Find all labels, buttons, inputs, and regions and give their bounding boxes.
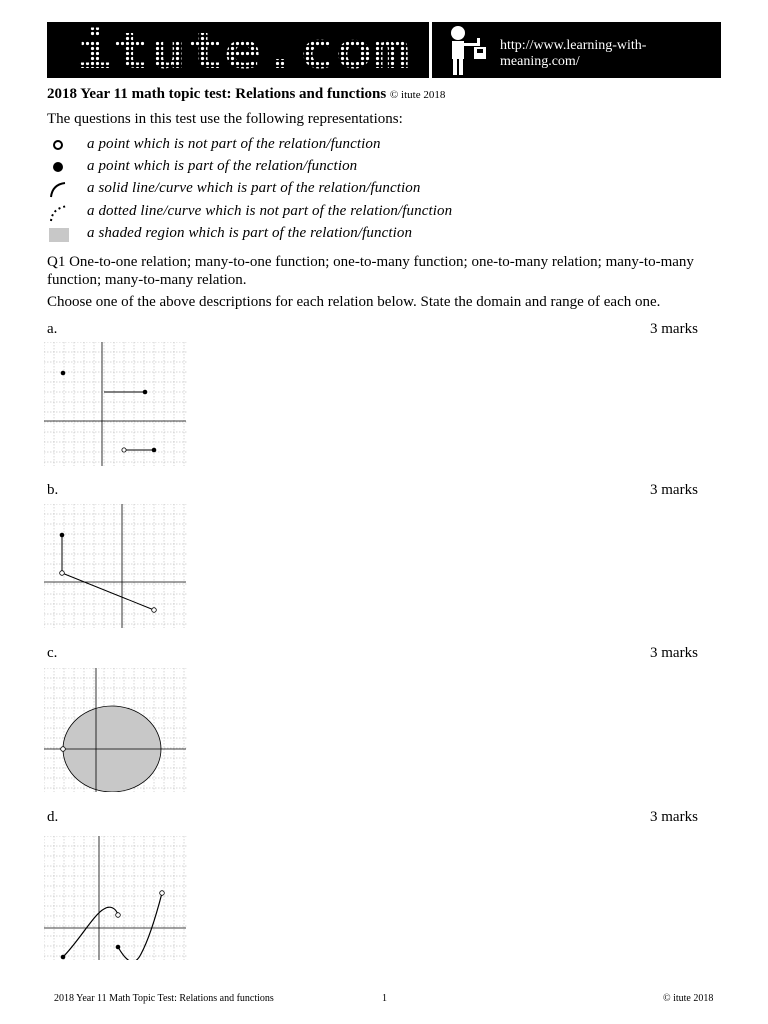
graph-d — [44, 836, 188, 960]
filled-point — [152, 448, 157, 453]
filled-point — [116, 945, 121, 950]
banner-divider — [429, 22, 432, 78]
dotted-curve-icon — [47, 203, 71, 223]
segment — [62, 573, 154, 610]
legend-text: a point which is not part of the relation/function — [87, 136, 381, 152]
footer-page-number: 1 — [382, 993, 387, 1004]
teacher-figure-icon — [442, 24, 490, 76]
grid — [44, 836, 188, 960]
footer-left: 2018 Year 11 Math Topic Test: Relations and functions — [54, 993, 274, 1004]
curve — [63, 907, 118, 957]
graph-b — [44, 504, 188, 628]
part-a-label: a. — [47, 321, 58, 337]
open-point — [60, 571, 65, 576]
legend-text: a dotted line/curve which is not part of the relation/function — [87, 203, 453, 219]
filled-point — [61, 955, 66, 960]
axes — [44, 342, 186, 466]
filled-point — [61, 371, 66, 376]
graph-a — [44, 342, 188, 466]
filled-circle-icon — [47, 158, 71, 178]
legend-text: a point which is part of the relation/function — [87, 158, 358, 174]
page-title — [47, 86, 445, 103]
header-banner — [47, 22, 721, 78]
part-b-marks: 3 marks — [650, 482, 698, 498]
graph-c — [44, 668, 188, 792]
question-1-text: Q1 One-to-one relation; many-to-one function; one-to-many function; one-to-many relation; many-to-many function; many-to-many relation. — [47, 254, 694, 288]
shaded-region-icon — [47, 225, 71, 245]
question-1-instruction: Choose one of the above descriptions for each relation below. State the domain and range of each one. — [47, 294, 661, 310]
part-d-marks: 3 marks — [650, 809, 698, 825]
part-c-marks: 3 marks — [650, 645, 698, 661]
footer-right: © itute 2018 — [663, 993, 714, 1004]
grid — [44, 504, 188, 628]
grid — [44, 342, 188, 466]
part-c-label: c. — [47, 645, 58, 661]
filled-point — [60, 533, 65, 538]
open-circle-icon — [47, 136, 71, 156]
filled-point — [143, 390, 148, 395]
part-b-label: b. — [47, 482, 59, 498]
open-point — [116, 913, 121, 918]
axes — [44, 504, 186, 628]
title-main: 2018 Year 11 math topic test: Relations and functions — [47, 86, 387, 102]
itute-logo — [75, 26, 415, 74]
curve — [118, 893, 162, 960]
logo-text: itute.com — [75, 26, 410, 74]
open-point — [122, 448, 126, 452]
part-a-marks: 3 marks — [650, 321, 698, 337]
legend-text: a shaded region which is part of the relation/function — [87, 225, 413, 241]
axes — [44, 836, 186, 960]
title-copyright: © itute 2018 — [389, 89, 446, 101]
open-point — [152, 608, 157, 613]
intro-text: The questions in this test use the following representations: — [47, 111, 403, 127]
part-d-label: d. — [47, 809, 59, 825]
legend-text: a solid line/curve which is part of the relation/function — [87, 180, 421, 196]
solid-curve-icon — [47, 180, 71, 200]
open-point — [61, 747, 66, 752]
website-url[interactable]: http://www.learning-with-meaning.com/ — [500, 38, 647, 69]
open-point — [160, 891, 165, 896]
